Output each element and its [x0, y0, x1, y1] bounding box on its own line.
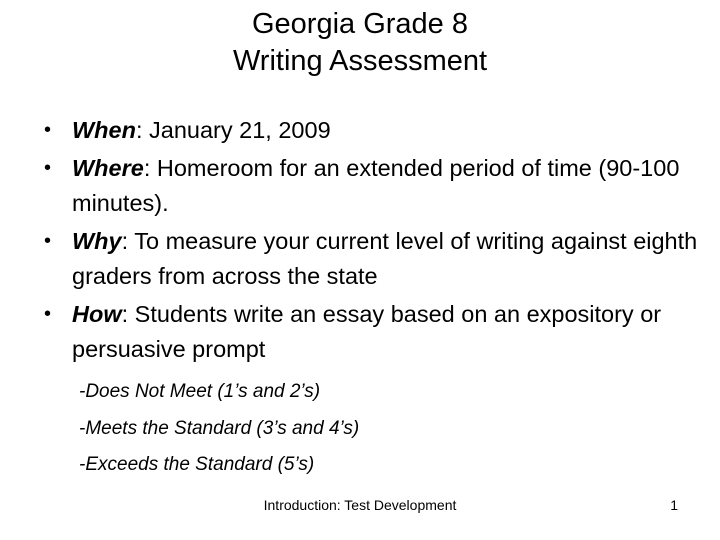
bullet-text: : To measure your current level of writing against eighth graders from across the state [72, 228, 698, 289]
bullet-dot-icon: • [44, 230, 52, 252]
bullet-dot-icon: • [44, 119, 52, 141]
bullet-where [44, 151, 704, 221]
bullet-why [44, 224, 704, 294]
bullet-key: Where [72, 155, 144, 181]
page-number: 1 [670, 497, 678, 513]
sub-item-meets-standard: -Meets the Standard (3’s and 4’s) [79, 417, 360, 439]
bullet-dot-icon: • [44, 303, 52, 325]
footer-text: Introduction: Test Development [263, 497, 457, 513]
sub-item-does-not-meet: -Does Not Meet (1’s and 2’s) [79, 381, 321, 402]
bullet-text: : January 21, 2009 [135, 117, 331, 143]
sub-item-exceeds-standard: -Exceeds the Standard (5’s) [79, 454, 315, 475]
bullet-when [44, 113, 704, 148]
bullet-key: How [72, 301, 122, 327]
bullet-key: When [72, 117, 136, 143]
title-line-2: Writing Assessment [232, 45, 488, 77]
bullet-how [44, 297, 704, 367]
bullet-key: Why [72, 228, 122, 254]
slide-title [0, 6, 720, 80]
sub-list [79, 374, 359, 484]
bullet-dot-icon: • [44, 157, 52, 179]
title-line-1: Georgia Grade 8 [251, 8, 468, 40]
bullet-text: : Homeroom for an extended period of time (90-100 minutes). [72, 155, 680, 216]
bullet-list [44, 113, 704, 370]
bullet-text: : Students write an essay based on an expository or persuasive prompt [72, 301, 662, 362]
